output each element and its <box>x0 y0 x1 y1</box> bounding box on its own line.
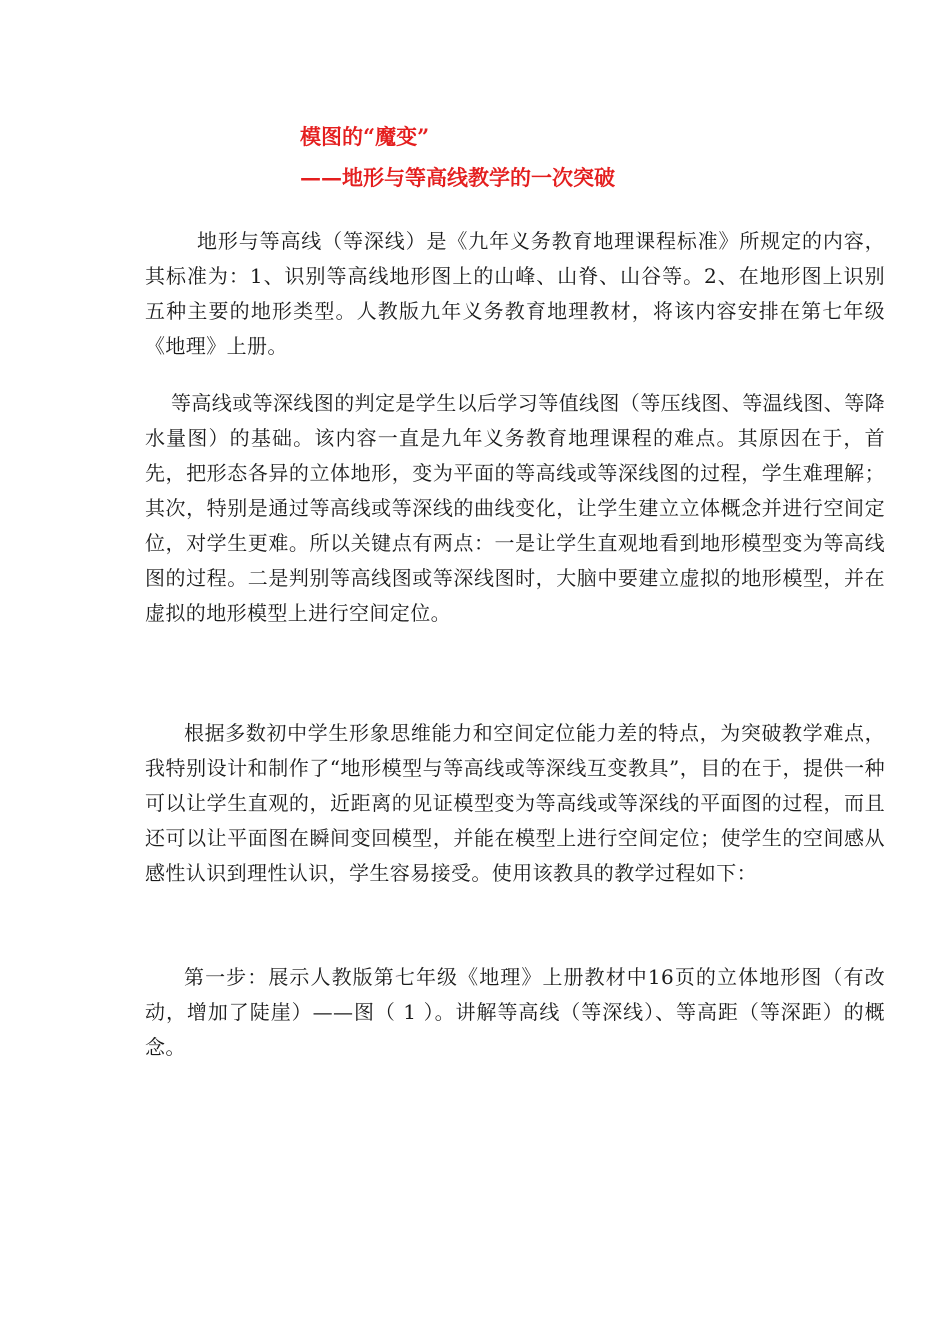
paragraph-1: 地形与等高线（等深线）是《九年义务教育地理课程标准》所规定的内容，其标准为：1、识别等高线地形图上的山峰、山脊、山谷等。2、在地形图上识别五种主要的地形类型。人教版九年义务教育地理教材，将该内容安排在第七年级《地理》上册。 <box>145 229 885 358</box>
document-title: 模图的“魔变” <box>300 124 430 149</box>
paragraph-4: 第一步：展示人教版第七年级《地理》上册教材中16页的立体地形图（有改动，增加了陡崖）——图（ 1 ）。讲解等高线（等深线）、等高距（等深距）的概念。 <box>145 965 885 1059</box>
document-subtitle: ——地形与等高线教学的一次突破 <box>300 165 615 190</box>
paragraph-3: 根据多数初中学生形象思维能力和空间定位能力差的特点，为突破教学难点，我特别设计和制作了“地形模型与等高线或等深线互变教具”，目的在于，提供一种可以让学生直观的，近距离的见证模型变为等高线或等深线的平面图的过程，而且还可以让平面图在瞬间变回模型，并能在模型上进行空间定位；使学生的空间感从感性认识到理性认识，学生容易接受。使用该教具的教学过程如下： <box>145 721 885 885</box>
paragraph-2: 等高线或等深线图的判定是学生以后学习等值线图（等压线图、等温线图、等降水量图）的基础。该内容一直是九年义务教育地理课程的难点。其原因在于，首先，把形态各异的立体地形，变为平面的等高线或等深线图的过程，学生难理解；其次，特别是通过等高线或等深线的曲线变化，让学生建立立体概念并进行空间定位，对学生更难。所以关键点有两点：一是让学生直观地看到地形模型变为等高线图的过程。二是判别等高线图或等深线图时，大脑中要建立虚拟的地形模型，并在虚拟的地形模型上进行空间定位。 <box>145 391 885 625</box>
